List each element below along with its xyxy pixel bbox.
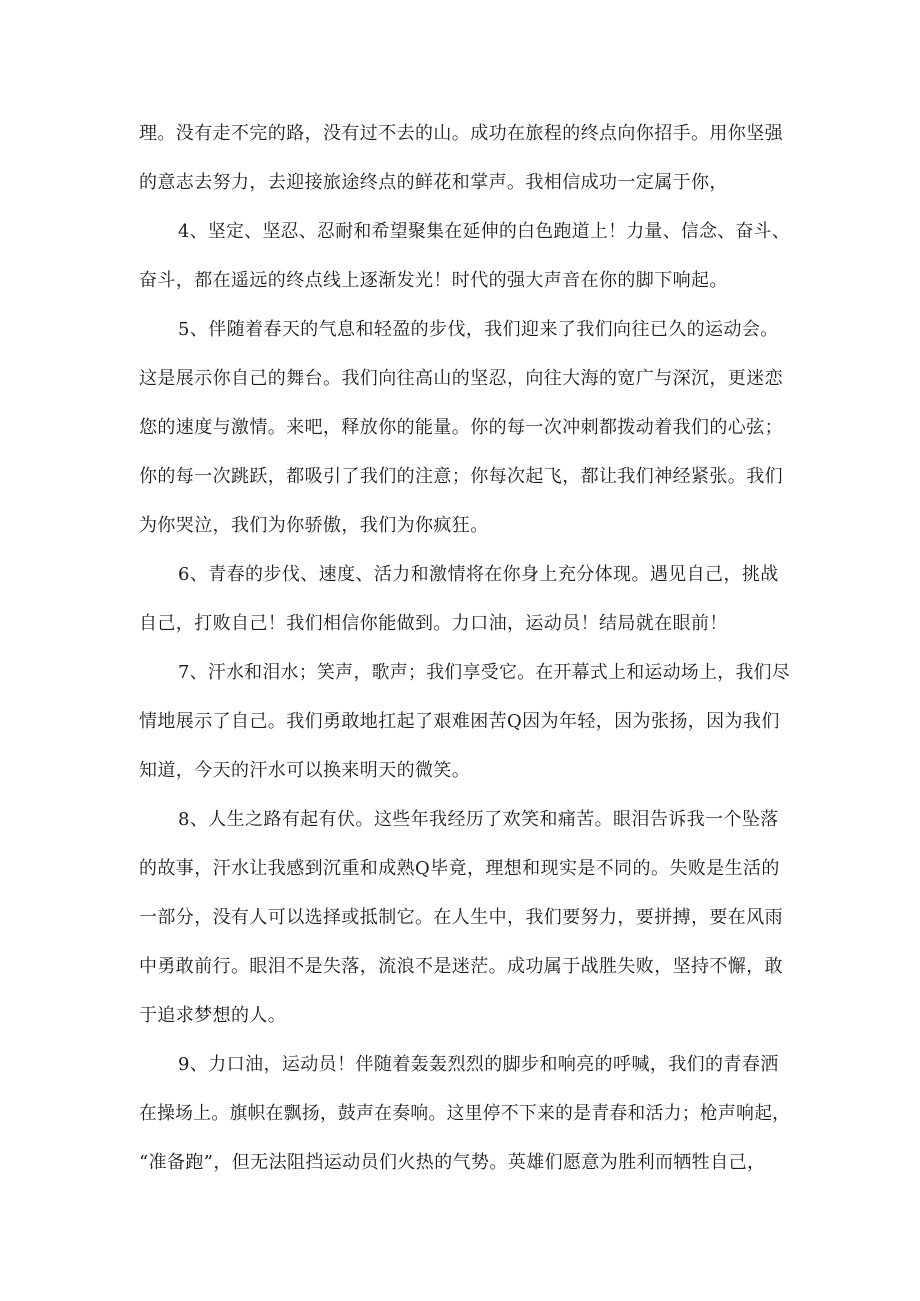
- paragraph-7-line-3: 知道，今天的汗水可以换来明天的微笑。: [139, 760, 471, 781]
- paragraph-9-line-1: 9、力口油，运动员！伴随着轰轰烈烈的脚步和响亮的呼喊，我们的青春洒: [178, 1054, 779, 1075]
- paragraph-8-line-4: 中勇敢前行。眼泪不是失落，流浪不是迷茫。成功属于战胜失败，坚持不懈，敢: [139, 956, 783, 977]
- paragraph-1-line-1: 理。没有走不完的路，没有过不去的山。成功在旅程的终点向你招手。用你坚强: [139, 123, 783, 144]
- paragraph-8-line-1: 8、人生之路有起有伏。这些年我经历了欢笑和痛苦。眼泪告诉我一个坠落: [178, 809, 779, 830]
- paragraph-5-line-3: 您的速度与激情。来吧，释放你的能量。你的每一次冲刺都拨动着我们的心弦；: [139, 417, 783, 438]
- paragraph-7-line-2: 情地展示了自己。我们勇敢地扛起了艰难困苦Q因为年轻，因为张扬，因为我们: [139, 711, 780, 732]
- paragraph-5-line-1: 5、伴随着春天的气息和轻盈的步伐，我们迎来了我们向往已久的运动会。: [178, 319, 779, 340]
- paragraph-9-line-3: “准备跑”，但无法阻挡运动员们火热的气势。英雄们愿意为胜利而牺牲自己，: [139, 1152, 766, 1173]
- paragraph-9-line-2: 在操场上。旗帜在飘扬，鼓声在奏响。这里停不下来的是青春和活力；枪声响起，: [139, 1103, 791, 1124]
- paragraph-4-line-2: 奋斗，都在遥远的终点线上逐渐发光！时代的强大声音在你的脚下响起。: [139, 270, 728, 291]
- paragraph-4-line-1: 4、坚定、坚忍、忍耐和希望聚集在延伸的白色跑道上！力量、信念、奋斗、: [178, 221, 791, 242]
- paragraph-1-line-2: 的意志去努力，去迎接旅途终点的鲜花和掌声。我相信成功一定属于你，: [139, 172, 728, 193]
- paragraph-5-line-4: 你的每一次跳跃，都吸引了我们的注意；你每次起飞，都让我们神经紧张。我们: [139, 466, 783, 487]
- paragraph-6-line-2: 自己，打败自己！我们相信你能做到。力口油，运动员！结局就在眼前！: [139, 613, 728, 634]
- paragraph-8-line-5: 于追求梦想的人。: [139, 1005, 287, 1026]
- paragraph-7-line-1: 7、汗水和泪水；笑声，歌声；我们享受它。在开幕式上和运动场上，我们尽: [178, 662, 791, 683]
- paragraph-5-line-2: 这是展示你自己的舞台。我们向往高山的坚忍，向往大海的宽广与深沉，更迷恋: [139, 368, 783, 389]
- paragraph-8-line-2: 的故事，汗水让我感到沉重和成熟Q毕竟，理想和现实是不同的。失败是生活的: [139, 858, 780, 879]
- paragraph-8-line-3: 一部分，没有人可以选择或抵制它。在人生中，我们要努力，要拼搏，要在风雨: [139, 907, 783, 928]
- paragraph-6-line-1: 6、青春的步伐、速度、活力和激情将在你身上充分体现。遇见自己，挑战: [178, 564, 779, 585]
- paragraph-5-line-5: 为你哭泣，我们为你骄傲，我们为你疯狂。: [139, 515, 489, 536]
